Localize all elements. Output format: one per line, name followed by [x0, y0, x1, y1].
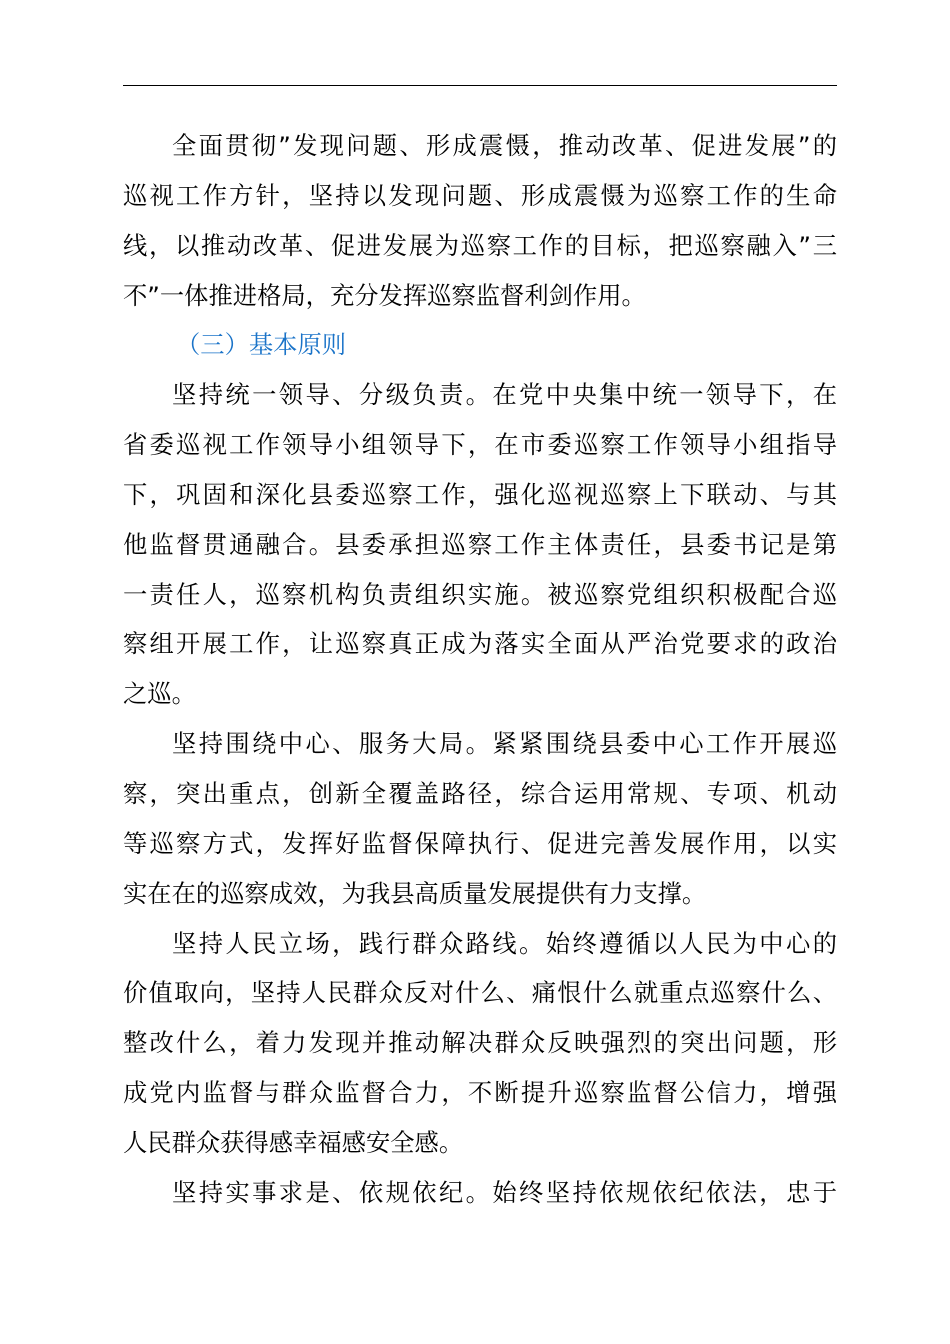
text-line: 之巡。: [123, 679, 196, 709]
text-line: 省委巡视工作领导小组领导下，在市委巡察工作领导小组指导: [123, 430, 837, 460]
text-line: 等巡察方式，发挥好监督保障执行、促进完善发展作用，以实: [123, 828, 837, 858]
text-line: 他监督贯通融合。县委承担巡察工作主体责任，县委书记是第: [123, 529, 837, 559]
text-line: 一责任人，巡察机构负责组织实施。被巡察党组织积极配合巡: [123, 579, 837, 609]
header-rule: [123, 85, 837, 86]
text-line: 坚持人民立场，践行群众路线。始终遵循以人民为中心的: [172, 928, 837, 958]
text-line: 坚持实事求是、依规依纪。始终坚持依规依纪依法，忠于: [172, 1177, 837, 1207]
text-line: 察，突出重点，创新全覆盖路径，综合运用常规、专项、机动: [123, 778, 837, 808]
text-line: 实在在的巡察成效，为我县高质量发展提供有力支撑。: [123, 878, 707, 908]
text-line: 全面贯彻”发现问题、形成震慑，推动改革、促进发展”的: [172, 131, 837, 160]
text-line: 不”一体推进格局，充分发挥巡察监督利剑作用。: [123, 280, 646, 310]
document-body: [123, 121, 837, 1218]
text-line: 坚持统一领导、分级负责。在党中央集中统一领导下，在: [172, 380, 837, 410]
text-line: 人民群众获得感幸福感安全感。: [123, 1127, 464, 1157]
text-line: 线，以推动改革、促进发展为巡察工作的目标，把巡察融入”三: [123, 230, 837, 260]
text-line: 察组开展工作，让巡察真正成为落实全面从严治党要求的政治: [123, 629, 837, 659]
text-line: 巡视工作方针，坚持以发现问题、形成震慑为巡察工作的生命: [123, 180, 837, 210]
text-line: 成党内监督与群众监督合力，不断提升巡察监督公信力，增强: [123, 1078, 837, 1108]
text-line: 下，巩固和深化县委巡察工作，强化巡视巡察上下联动、与其: [123, 479, 837, 509]
text-line: 整改什么，着力发现并推动解决群众反映强烈的突出问题，形: [123, 1028, 837, 1058]
text-line: 价值取向，坚持人民群众反对什么、痛恨什么就重点巡察什么、: [123, 978, 837, 1008]
text-line: 坚持围绕中心、服务大局。紧紧围绕县委中心工作开展巡: [172, 729, 837, 759]
section-heading: （三）基本原则: [176, 330, 347, 360]
